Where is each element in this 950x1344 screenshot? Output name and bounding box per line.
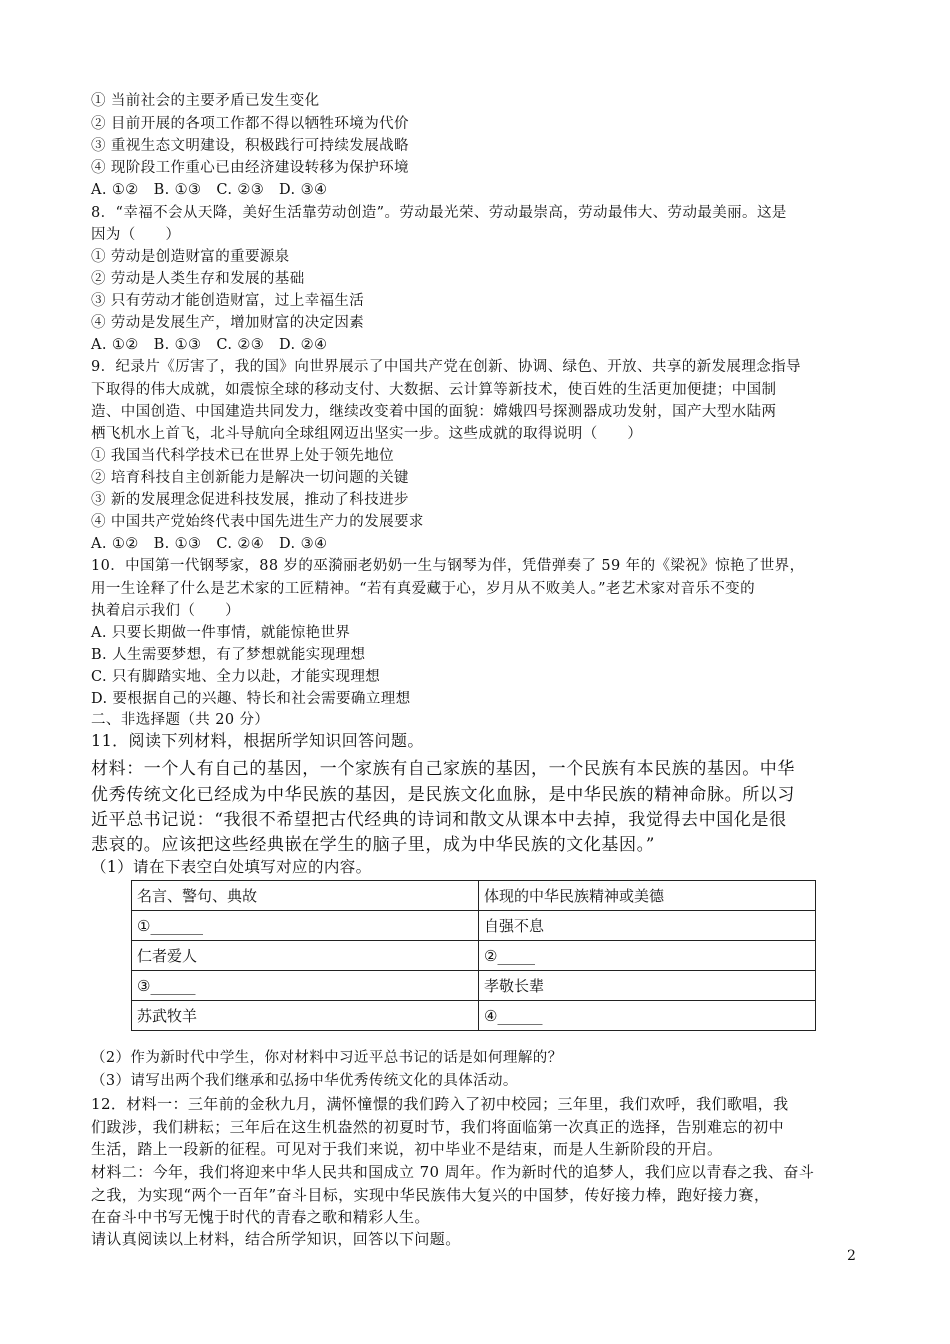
q9-option-4: ④ 中国共产党始终代表中国先进生产力的发展要求 (91, 514, 424, 530)
table-cell: 仁者爱人 (132, 941, 479, 971)
q9-option-2: ② 培育科技自主创新能力是解决一切问题的关键 (91, 470, 409, 486)
table-cell: ②_____ (479, 941, 816, 971)
q8-option-3: ③ 只有劳动才能创造财富，过上幸福生活 (91, 293, 365, 309)
table-row (132, 911, 816, 941)
q11-intro: 11．阅读下列材料，根据所学知识回答问题。 (91, 731, 424, 750)
q11-material-line: 材料：一个人有自己的基因，一个家族有自己家族的基因，一个民族有本民族的基因。中华 (91, 759, 795, 779)
q10-option-a: A. 只要长期做一件事情，就能惊艳世界 (91, 625, 351, 641)
table-row (132, 1001, 816, 1031)
q10-option-d: D. 要根据自己的兴趣、特长和社会需要确立理想 (91, 691, 411, 707)
table-header-cell: 体现的中华民族精神或美德 (479, 881, 816, 911)
q9-stem-line: 栖飞机水上首飞，北斗导航向全球组网迈出坚实一步。这些成就的取得说明（ ） (91, 426, 643, 442)
table-header-row (132, 881, 816, 911)
q10-stem-line: 执着启示我们（ ） (91, 603, 240, 619)
q8-choices: A. ①② B. ①③ C. ②③ D. ②④ (91, 337, 328, 353)
q12-material1-line: 生活，踏上一段新的征程。可见对于我们来说，初中毕业不是结束，而是人生新阶段的开启。 (91, 1140, 723, 1158)
q11-sub2: （2）作为新时代中学生，你对材料中习近平总书记的话是如何理解的？ (91, 1050, 563, 1066)
table-cell: ①_______ (132, 911, 479, 941)
table-cell: 苏武牧羊 (132, 1001, 479, 1031)
q11-material-line: 近平总书记说：“我很不希望把古代经典的诗词和散文从课本中去掉，我觉得去中国化是很 (91, 810, 787, 830)
q11-sub3: （3）请写出两个我们继承和弘扬中华优秀传统文化的具体活动。 (91, 1073, 518, 1089)
q12-material2-line: 之我，为实现“两个一百年”奋斗目标，实现中华民族伟大复兴的中国梦，传好接力棒，跑好接力赛， (91, 1186, 770, 1204)
q9-stem-line: 9．纪录片《厉害了，我的国》向世界展示了中国共产党在创新、协调、绿色、开放、共享的新发展理念指导 (91, 359, 801, 375)
q7-choices: A. ①② B. ①③ C. ②③ D. ③④ (91, 182, 328, 198)
q8-option-1: ① 劳动是创造财富的重要源泉 (91, 249, 290, 265)
q10-option-c: C. 只有脚踏实地、全力以赴，才能实现理想 (91, 669, 381, 685)
table-cell: ③______ (132, 971, 479, 1001)
page-number: 2 (847, 1248, 856, 1264)
q7-option-1: ① 当前社会的主要矛盾已发生变化 (91, 93, 320, 109)
section-heading: 二、非选择题（共 20 分） (91, 712, 270, 728)
table-header-cell: 名言、警句、典故 (132, 881, 479, 911)
q11-table (131, 880, 816, 1031)
table-row (132, 941, 816, 971)
q10-stem-line: 10．中国第一代钢琴家，88 岁的巫漪丽老奶奶一生与钢琴为伴，凭借弹奏了 59 年的《梁祝》惊艳了世界， (91, 558, 805, 574)
q7-option-4: ④ 现阶段工作重心已由经济建设转移为保护环境 (91, 160, 409, 176)
q7-option-3: ③ 重视生态文明建设，积极践行可持续发展战略 (91, 138, 409, 154)
q12-instruction: 请认真阅读以上材料，结合所学知识，回答以下问题。 (91, 1230, 461, 1248)
table-cell: 自强不息 (479, 911, 816, 941)
q12-material2-line: 在奋斗中书写无愧于时代的青春之歌和精彩人生。 (91, 1208, 430, 1226)
q12-material1-line: 们跋涉，我们耕耘；三年后在这生机盎然的初夏时节，我们将面临第一次真正的选择，告别难忘的初中 (91, 1118, 785, 1136)
q9-stem-line: 下取得的伟大成就，如震惊全球的移动支付、大数据、云计算等新技术，使百姓的生活更加便捷；中国制 (91, 382, 777, 398)
q8-option-4: ④ 劳动是发展生产，增加财富的决定因素 (91, 315, 365, 331)
table-cell: ④______ (479, 1001, 816, 1031)
q8-option-2: ② 劳动是人类生存和发展的基础 (91, 271, 305, 287)
table-row (132, 971, 816, 1001)
q10-stem-line: 用一生诠释了什么是艺术家的工匠精神。“若有真爱藏于心，岁月从不败美人。”老艺术家对音乐不变的 (91, 581, 755, 597)
q11-sub1: （1）请在下表空白处填写对应的内容。 (91, 858, 372, 876)
q11-material-line: 优秀传统文化已经成为中华民族的基因，是民族文化血脉，是中华民族的精神命脉。所以习 (91, 785, 795, 805)
q11-material-line: 悲哀的。应该把这些经典嵌在学生的脑子里，成为中华民族的文化基因。” (91, 835, 655, 855)
q9-choices: A. ①② B. ①③ C. ②④ D. ③④ (91, 536, 328, 552)
q10-option-b: B. 人生需要梦想，有了梦想就能实现理想 (91, 647, 366, 663)
q9-stem-line: 造、中国创造、中国建造共同发力，继续改变着中国的面貌：嫦娥四号探测器成功发射，国产大型水陆两 (91, 404, 777, 420)
q9-option-3: ③ 新的发展理念促进科技发展，推动了科技进步 (91, 492, 409, 508)
q9-option-1: ① 我国当代科学技术已在世界上处于领先地位 (91, 448, 395, 464)
q8-stem-line: 因为（ ） (91, 227, 181, 243)
table-cell: 孝敬长辈 (479, 971, 816, 1001)
q8-stem-line: 8．“幸福不会从天降，美好生活靠劳动创造”。劳动最光荣、劳动最崇高，劳动最伟大、劳动最美丽。这是 (91, 205, 787, 221)
q12-material1-line: 12．材料一：三年前的金秋九月，满怀憧憬的我们跨入了初中校园；三年里，我们欢呼，我们歌唱，我 (91, 1095, 789, 1113)
q7-option-2: ② 目前开展的各项工作都不得以牺牲环境为代价 (91, 116, 409, 132)
q12-material2-line: 材料二：今年，我们将迎来中华人民共和国成立 70 周年。作为新时代的追梦人，我们应以青春之我、奋斗 (91, 1163, 815, 1181)
